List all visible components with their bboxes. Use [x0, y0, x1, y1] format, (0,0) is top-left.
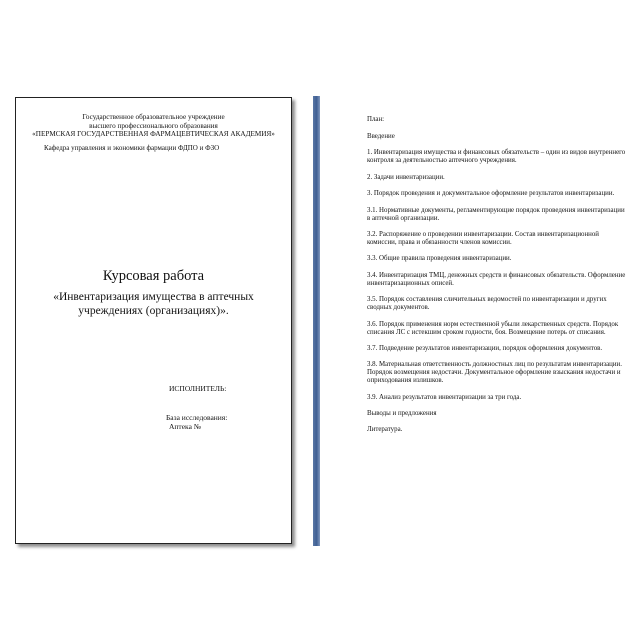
toc-item: 3.9. Анализ результатов инвентаризации за три года.	[367, 393, 522, 401]
institution-line-2: высшего профессионального образования	[89, 121, 218, 130]
plan-heading: План:	[367, 116, 385, 123]
literature-item: Литература.	[367, 426, 403, 434]
work-title-line-2: учреждениях (организациях)».	[78, 304, 229, 317]
toc-item: 3.4. Инвентаризация ТМЦ, денежных средств и финансовых обязательств. Оформление инвентаризационных описей.	[367, 271, 626, 287]
base-label: База исследования:	[166, 413, 228, 422]
institution-line-1: Государственное образовательное учреждение	[82, 113, 225, 121]
table-of-contents	[367, 116, 629, 443]
work-title	[16, 291, 291, 318]
toc-item: 3.7. Подведение результатов инвентаризации, порядок оформления документов.	[367, 344, 603, 352]
executor-label: ИСПОЛНИТЕЛЬ:	[169, 384, 227, 393]
toc-item: 3.1. Нормативные документы, регламентирующие порядок проведения инвентаризации в аптечной организации.	[367, 206, 625, 222]
work-type: Курсовая работа	[102, 268, 205, 284]
toc-item: 3.2. Распоряжение о проведении инвентаризации. Состав инвентаризационной комиссии, права и обязанности членов комиссии.	[367, 230, 599, 246]
page-divider	[313, 96, 320, 546]
toc-item: 3.6. Порядок применения норм естественной убыли лекарственных средств. Порядок списания ЛС с истекшим сроком годности, боя. Возмещение потерь от списания.	[367, 320, 619, 336]
toc-item: 3.5. Порядок составления сличительных ведомостей по инвентаризации и других сводных документов.	[367, 296, 607, 312]
toc-item: Введение	[367, 133, 395, 140]
work-title-line-1: «Инвентаризация имущества в аптечных	[53, 291, 254, 303]
title-page	[15, 97, 292, 544]
plan-page	[320, 96, 636, 544]
institution-name	[16, 113, 291, 139]
institution-line-3: «ПЕРМСКАЯ ГОСУДАРСТВЕННАЯ ФАРМАЦЕВТИЧЕСКАЯ АКАДЕМИЯ»	[32, 130, 275, 138]
toc-item: 1. Инвентаризация имущества и финансовых обязательств – один из видов внутреннего контроля за деятельностью аптечного учреждения.	[367, 149, 626, 165]
pharmacy-label: Аптека №	[169, 422, 201, 431]
research-base	[166, 413, 227, 431]
department-name: Кафедра управления и экономики фармации ФДПО и ФЗО	[44, 144, 220, 152]
toc-item: 3.8. Материальная ответственность должностных лиц по результатам инвентаризации. Порядок возмещения недостачи. Документальное оформление взыскания недостачи и оприходования излишков.	[367, 361, 622, 385]
toc-item: 3. Порядок проведения и документальное оформление результатов инвентаризации.	[367, 190, 615, 198]
toc-item: 3.3. Общие правила проведения инвентаризации.	[367, 255, 512, 263]
toc-item: 2. Задачи инвентаризации.	[367, 173, 445, 181]
toc-item: Выводы и предложения	[367, 410, 437, 418]
